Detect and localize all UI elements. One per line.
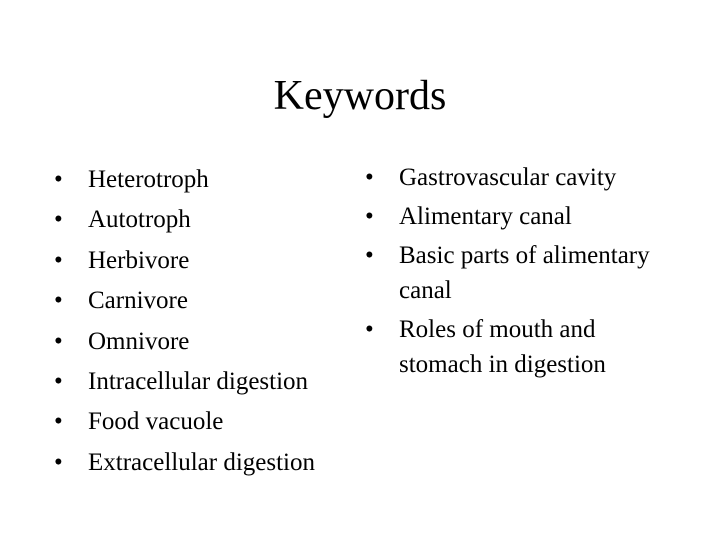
bullet-icon: • (365, 316, 374, 343)
list-item-text: Alimentary canal (399, 203, 572, 230)
bullet-icon: • (54, 287, 63, 315)
bullet-icon: • (54, 327, 63, 355)
list-item-text: Heterotroph (88, 166, 209, 193)
bullet-icon: • (365, 242, 374, 269)
list-item (54, 322, 364, 362)
list-item (365, 238, 665, 308)
list-item-text: Roles of mouth and stomach in digestion (399, 316, 606, 378)
bullet-icon: • (54, 206, 63, 234)
list-item (54, 402, 364, 442)
bullet-icon: • (54, 368, 63, 396)
right-keyword-list (365, 160, 665, 386)
bullet-icon: • (54, 246, 63, 274)
list-item-text: Omnivore (88, 327, 190, 355)
list-item (365, 312, 665, 382)
list-item (54, 443, 364, 483)
list-item (365, 199, 665, 234)
list-item-text: Gastrovascular cavity (399, 164, 617, 191)
list-item (54, 281, 364, 321)
list-item (365, 160, 665, 195)
bullet-icon: • (54, 408, 63, 436)
list-item-text: Autotroph (88, 206, 191, 234)
list-item-text: Basic parts of alimentary canal (399, 242, 650, 304)
left-keyword-list (54, 160, 364, 483)
bullet-icon: • (54, 448, 63, 476)
list-item-text: Food vacuole (88, 408, 224, 436)
list-item (54, 362, 364, 402)
slide-title: Keywords (273, 73, 447, 119)
list-item (54, 200, 364, 240)
list-item-text: Herbivore (88, 246, 190, 274)
list-item (54, 241, 364, 281)
list-item-text: Extracellular digestion (88, 448, 316, 476)
list-item-text: Intracellular digestion (88, 368, 309, 396)
bullet-icon: • (54, 166, 63, 193)
list-item (54, 160, 364, 200)
bullet-icon: • (365, 164, 374, 191)
bullet-icon: • (365, 203, 374, 230)
list-item-text: Carnivore (88, 287, 188, 315)
